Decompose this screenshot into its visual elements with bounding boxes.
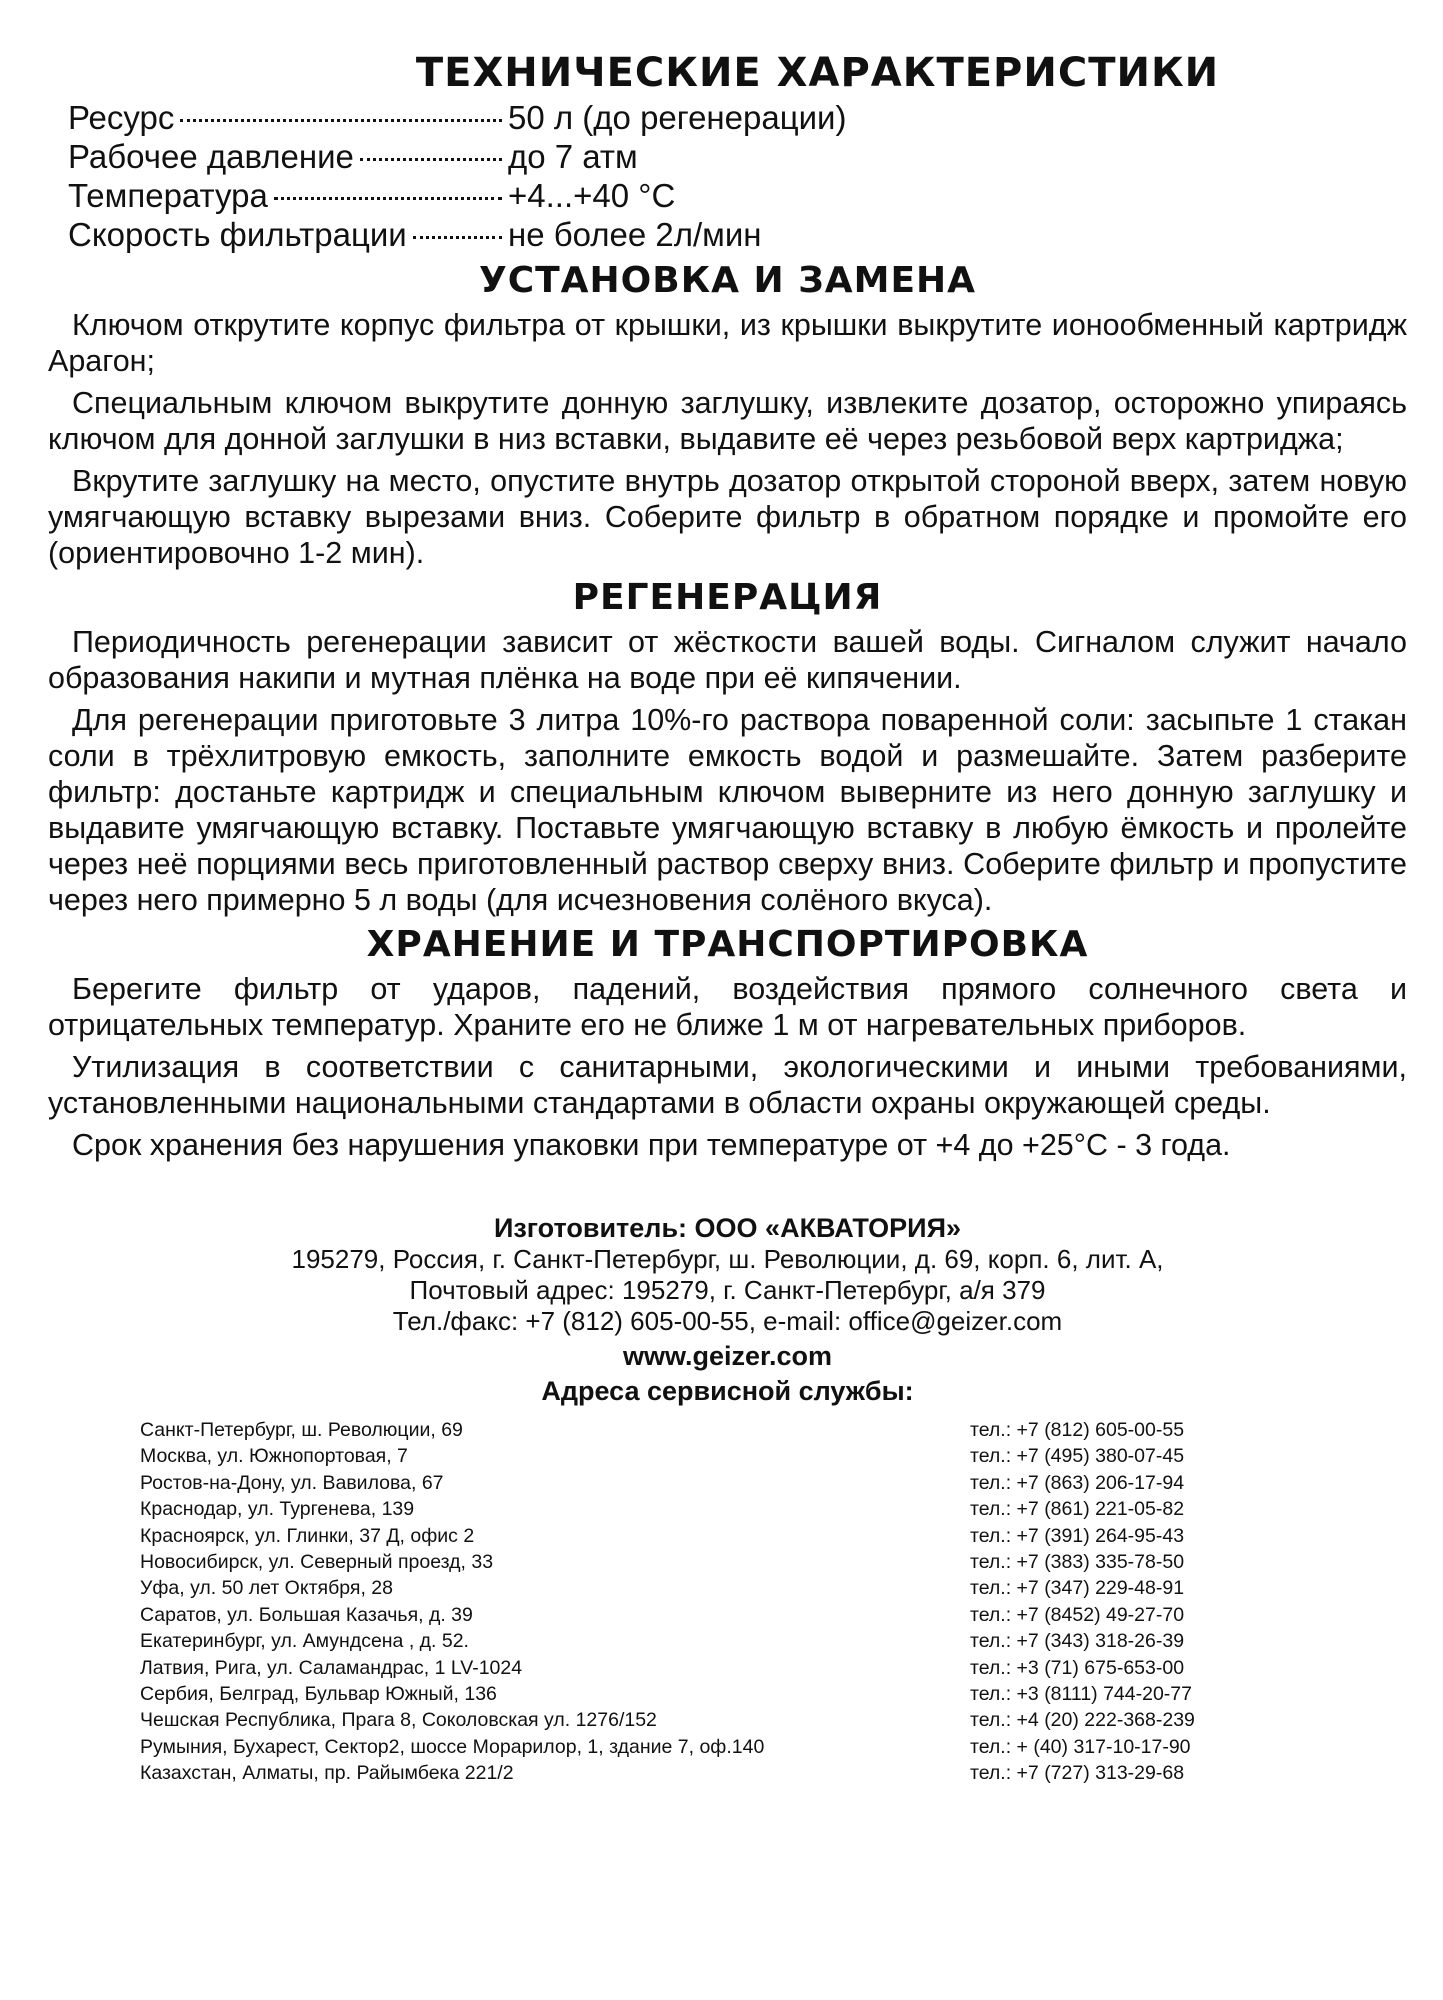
install-section xyxy=(48,260,1407,571)
spec-label: Ресурс xyxy=(68,99,175,136)
install-paragraph: Ключом открутите корпус фильтра от крышки, из крышки выкрутите ионообменный картридж Арагон; xyxy=(48,308,1407,378)
storage-paragraph: Берегите фильтр от ударов, падений, воздействия прямого солнечного света и отрицательных температур. Храните его не ближе 1 м от нагревательных приборов. xyxy=(48,972,1407,1042)
service-phone: тел.: +7 (347) 229-48-91 xyxy=(970,1577,1185,1600)
service-phone: тел.: +7 (861) 221-05-82 xyxy=(970,1498,1185,1521)
dot-leader xyxy=(360,158,502,161)
spec-label: Температура xyxy=(68,177,268,214)
service-address: Латвия, Рига, ул. Саламандрас, 1 LV-1024 xyxy=(140,1656,523,1679)
service-row xyxy=(140,1602,1260,1628)
storage-paragraph: Утилизация в соответствии с санитарными, экологическими и иными требованиями, установленными национальными стандартами в области охраны окружающей среды. xyxy=(48,1050,1407,1120)
spec-row xyxy=(68,215,868,254)
service-address: Новосибирск, ул. Северный проезд, 33 xyxy=(140,1551,494,1574)
manufacturer-name: Изготовитель: ООО «АКВАТОРИЯ» xyxy=(493,1213,962,1243)
service-phone: тел.: +7 (391) 264-95-43 xyxy=(970,1524,1185,1547)
service-row xyxy=(140,1628,1260,1654)
service-address: Екатеринбург, ул. Амундсена , д. 52. xyxy=(140,1630,469,1653)
service-phone: тел.: +3 (8111) 744-20-77 xyxy=(970,1683,1192,1706)
spec-row xyxy=(68,137,868,176)
service-row xyxy=(140,1575,1260,1601)
dot-leader xyxy=(180,119,502,122)
service-row xyxy=(140,1443,1260,1469)
dot-leader xyxy=(274,197,502,200)
service-title: Адреса сервисной службы: xyxy=(541,1376,914,1406)
regeneration-title: РЕГЕНЕРАЦИЯ xyxy=(572,577,883,618)
install-paragraph: Вкрутите заглушку на место, опустите внутрь дозатор открытой стороной вверх, затем новую умягчающую вставку вырезами вниз. Соберите фильтр в обратном порядке и промойте его (ориентировочно 1-2 мин). xyxy=(48,464,1407,570)
storage-section xyxy=(48,924,1407,1163)
service-address: Краснодар, ул. Тургенева, 139 xyxy=(140,1498,415,1521)
spec-value: не более 2л/мин xyxy=(508,216,762,253)
spec-row xyxy=(68,176,868,215)
service-row xyxy=(140,1470,1260,1496)
postal-address: Почтовый адрес: 195279, г. Санкт-Петербург, а/я 379 xyxy=(409,1275,1046,1305)
service-phone: тел.: +4 (20) 222-368-239 xyxy=(970,1709,1195,1732)
service-list xyxy=(140,1417,1260,1787)
service-address: Уфа, ул. 50 лет Октября, 28 xyxy=(140,1577,393,1600)
service-row xyxy=(140,1734,1260,1760)
service-address: Саратов, ул. Большая Казачья, д. 39 xyxy=(140,1603,473,1626)
website-link[interactable]: www.geizer.com xyxy=(622,1341,833,1371)
service-address: Москва, ул. Южнопортовая, 7 xyxy=(140,1445,408,1468)
service-row xyxy=(140,1707,1260,1733)
dot-leader xyxy=(413,236,502,239)
spec-row xyxy=(68,98,868,137)
spec-label: Рабочее давление xyxy=(68,138,354,175)
service-phone: тел.: +7 (8452) 49-27-70 xyxy=(970,1603,1185,1626)
spec-label: Скорость фильтрации xyxy=(68,216,407,253)
manufacturer-footer xyxy=(48,1213,1407,1407)
service-address: Румыния, Бухарест, Сектор2, шоссе Морарилор, 1, здание 7, оф.140 xyxy=(140,1735,765,1758)
storage-title: ХРАНЕНИЕ И ТРАНСПОРТИРОВКА xyxy=(366,924,1089,965)
service-row xyxy=(140,1681,1260,1707)
service-address: Красноярск, ул. Глинки, 37 Д, офис 2 xyxy=(140,1524,475,1547)
service-address: Чешская Республика, Прага 8, Соколовская ул. 1276/152 xyxy=(140,1709,657,1732)
regeneration-paragraph: Периодичность регенерации зависит от жёсткости вашей воды. Сигналом служит начало образования накипи и мутная плёнка на воде при её кипячении. xyxy=(48,625,1407,695)
service-address: Казахстан, Алматы, пр. Райымбека 221/2 xyxy=(140,1762,514,1785)
service-row xyxy=(140,1496,1260,1522)
service-phone: тел.: +3 (71) 675-653-00 xyxy=(970,1656,1185,1679)
service-row xyxy=(140,1417,1260,1443)
install-paragraph: Специальным ключом выкрутите донную заглушку, извлеките дозатор, осторожно упираясь ключом для донной заглушки в низ вставки, выдавите её через резьбовой верх картриджа; xyxy=(48,386,1407,456)
regeneration-paragraph: Для регенерации приготовьте 3 литра 10%-го раствора поваренной соли: засыпьте 1 стакан соли в трёхлитровую емкость, заполните емкость водой и размешайте. Затем разберите фильтр: достаньте картридж и специальным ключом выверните из него донную заглушку и выдавите умягчающую вставку. Поставьте умягчающую вставку в любую ёмкость и пролейте через неё порциями весь приготовленный раствор сверху вниз. Соберите фильтр и пропустите через него примерно 5 л воды (для исчезновения солёного вкуса). xyxy=(48,703,1407,917)
service-address: Сербия, Белград, Бульвар Южный, 136 xyxy=(140,1683,497,1706)
service-row xyxy=(140,1523,1260,1549)
storage-paragraph: Срок хранения без нарушения упаковки при температуре от +4 до +25°С - 3 года. xyxy=(72,1128,1231,1162)
specs-title: ТЕХНИЧЕСКИЕ ХАРАКТЕРИСТИКИ xyxy=(415,50,1220,96)
manufacturer-address: 195279, Россия, г. Санкт-Петербург, ш. Революции, д. 69, корп. 6, лит. А, xyxy=(291,1244,1164,1274)
service-phone: тел.: + (40) 317-10-17-90 xyxy=(970,1735,1191,1758)
service-row xyxy=(140,1549,1260,1575)
service-phone: тел.: +7 (863) 206-17-94 xyxy=(970,1471,1185,1494)
contact-line: Тел./факс: +7 (812) 605-00-55, e-mail: office@geizer.com xyxy=(392,1306,1063,1336)
service-phone: тел.: +7 (343) 318-26-39 xyxy=(970,1630,1185,1653)
service-address: Санкт-Петербург, ш. Революции, 69 xyxy=(140,1419,463,1441)
specs-section xyxy=(48,50,1407,254)
specs-table xyxy=(68,98,1407,254)
service-row xyxy=(140,1655,1260,1681)
service-phone: тел.: +7 (727) 313-29-68 xyxy=(970,1762,1185,1785)
spec-value: до 7 атм xyxy=(508,138,638,175)
service-phone: тел.: +7 (383) 335-78-50 xyxy=(970,1551,1185,1574)
service-phone: тел.: +7 (495) 380-07-45 xyxy=(970,1445,1185,1468)
install-title: УСТАНОВКА И ЗАМЕНА xyxy=(478,260,977,301)
spec-value: +4...+40 °С xyxy=(508,177,676,214)
service-row xyxy=(140,1760,1260,1786)
spec-value: 50 л (до регенерации) xyxy=(508,99,847,136)
regeneration-section xyxy=(48,577,1407,918)
service-phone: тел.: +7 (812) 605-00-55 xyxy=(970,1419,1185,1441)
service-address: Ростов-на-Дону, ул. Вавилова, 67 xyxy=(140,1471,444,1494)
